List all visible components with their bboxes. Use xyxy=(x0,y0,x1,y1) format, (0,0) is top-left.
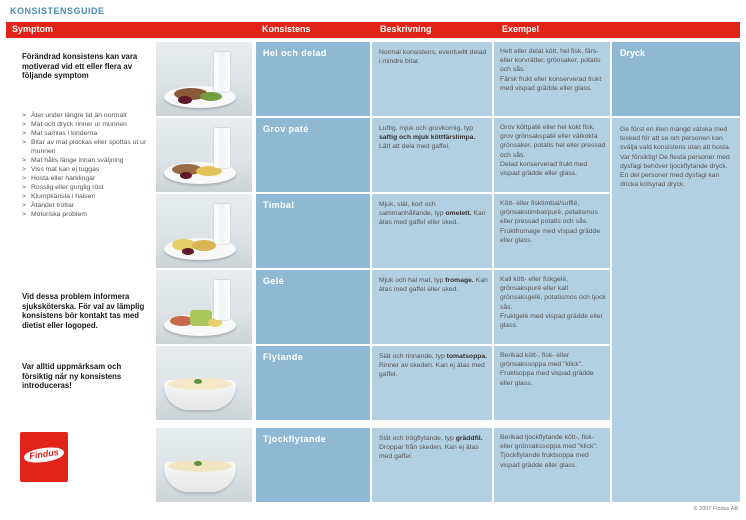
exempel-cell xyxy=(494,42,610,116)
beskrivning-cell xyxy=(372,270,492,344)
description-example: saftig och mjuk köttfärslimpa. xyxy=(379,134,476,142)
description-text: Kan ätas med gaffel eller sked. xyxy=(379,277,488,294)
example-text: Grov köttpaté eller hel kokt fisk, grov grönsakspaté eller välkokta grönsaker, potatis hel eller pressad och sås. xyxy=(500,124,606,159)
beskrivning-cell xyxy=(372,42,492,116)
symptom-item: > Hosta eller harklingar xyxy=(22,175,154,184)
findus-logo xyxy=(20,432,68,482)
symptom-item: > Motoriska problem xyxy=(22,211,154,220)
konsistens-name: Flytande xyxy=(263,352,304,362)
example-text: Fruktsoppa med vispad grädde eller glass. xyxy=(500,370,594,387)
berry-icon xyxy=(178,96,192,104)
symptom-list xyxy=(22,112,154,220)
timbal-icon xyxy=(192,240,216,251)
konsistens-name: Tjockflytande xyxy=(263,434,327,444)
symptom-item: > Mat och dryck rinner ur munnen xyxy=(22,121,154,130)
exempel-cell xyxy=(494,194,610,268)
herb-icon xyxy=(194,379,202,384)
symptom-item: > Mat samlas i kinderna xyxy=(22,130,154,139)
berry-icon xyxy=(180,172,192,179)
dryck-header xyxy=(612,42,740,116)
description-example: omelett. xyxy=(445,210,472,218)
photo-gele xyxy=(156,270,252,344)
example-text: Tjockflytande fruktsoppa med vispad grädde eller glass. xyxy=(500,452,589,469)
vegetable-icon xyxy=(200,92,222,101)
description-text: Droppar från skeden. Kan ej ätas med gaffel. xyxy=(379,444,479,461)
column-header-beskrivning: Beskrivning xyxy=(380,24,432,34)
description-text: Rinner av skeden. Kan ej ätas med gaffel. xyxy=(379,362,485,379)
photo-timbal xyxy=(156,194,252,268)
konsistens-name: Timbal xyxy=(263,200,295,210)
symptom-item: > Bitar av mat plockas eller spottas ut ur munnen xyxy=(22,139,154,157)
description-text: Kan ätas med gaffel eller sked. xyxy=(379,210,486,227)
description-text: Slät och rinnande, typ xyxy=(379,353,447,360)
description-text: Luftig, mjuk och grovkornig, typ xyxy=(379,125,474,132)
symptom-item: > Klumpkänsla i halsen xyxy=(22,193,154,202)
example-text: Berikad tjockflytande kött-, fisk- eller grönsakssoppa med "klick". xyxy=(500,434,598,451)
description-text: Lätt att dela med gaffel. xyxy=(379,143,450,151)
description-example: tomatsoppa. xyxy=(446,353,488,360)
konsistens-name: Gelé xyxy=(263,276,285,286)
example-text: Fruktgelé med vispad grädde eller glass. xyxy=(500,312,603,330)
symptom-item: > Ätandet tröttar xyxy=(22,202,154,211)
photo-hel-och-delad xyxy=(156,42,252,116)
description-text: Normal konsistens, eventuellt delad i mindre bitar. xyxy=(379,49,487,66)
symptom-note-caution: Var alltid uppmärksam och försiktig när ny konsistens introduceras! xyxy=(22,362,122,390)
copyright: © 2007 Findus AB xyxy=(693,506,738,512)
example-text: Kall kött- eller fiskgelé, grönsakspuré eller kall grönsaksgelé, potatismos och tjock sås. xyxy=(500,276,606,311)
exempel-cell xyxy=(494,270,610,344)
milk-glass-icon xyxy=(214,128,230,168)
dryck-title: Dryck xyxy=(620,48,646,58)
konsistens-cell xyxy=(256,42,370,116)
column-header-konsistens: Konsistens xyxy=(262,24,311,34)
konsistens-cell xyxy=(256,346,370,420)
page-title: KONSISTENSGUIDE xyxy=(10,6,105,16)
symptom-item: > Äter under längre tid än normalt xyxy=(22,112,154,121)
description-text: Slät och trögflytande, typ xyxy=(379,435,456,442)
column-header-bar xyxy=(6,22,740,38)
konsistens-name: Grov paté xyxy=(263,124,309,134)
symptom-note-contact: Vid dessa problem informera sjuksköterska. För val av lämplig konsistens bör kontakt tas med dietist eller logoped. xyxy=(22,292,145,330)
milk-glass-icon xyxy=(214,52,230,92)
photo-tjockflytande xyxy=(156,428,252,502)
beskrivning-cell xyxy=(372,194,492,268)
example-text: Helt eller delat kött, hel fisk, färs- eller korvrätter, grönsaker, potatis och sås. xyxy=(500,48,601,74)
column-header-symptom: Symptom xyxy=(12,24,54,34)
example-text: Berikad kött-, fisk- eller grönsakssoppa med "klick". xyxy=(500,352,584,369)
beskrivning-cell xyxy=(372,346,492,420)
example-text: Delad konserverad frukt med vispad grädde eller glass. xyxy=(500,160,588,178)
exempel-cell xyxy=(494,118,610,192)
beskrivning-cell xyxy=(372,118,492,192)
photo-flytande xyxy=(156,346,252,420)
description-example: gräddfil. xyxy=(455,435,483,442)
milk-glass-icon xyxy=(214,280,230,320)
logo-wordmark: Findus xyxy=(28,446,60,462)
exempel-cell xyxy=(494,346,610,420)
konsistens-name: Hel och delad xyxy=(263,48,327,58)
symptom-item: > Mat hålls länge innan sväljning xyxy=(22,157,154,166)
berry-icon xyxy=(182,248,194,255)
description-text: Mjuk och hal mat, typ xyxy=(379,277,446,284)
symptom-item: > Rosslig eller gurglig röst xyxy=(22,184,154,193)
description-text: Mjuk, slät, kort och sammanhållande, typ xyxy=(379,201,446,218)
herb-icon xyxy=(194,461,202,466)
dryck-text: Ge först en liten mängd vätska med tesked för att se om personen kan svälja vald konsistens utan att hosta. Var försiktig! De flesta personer med dysfagi behöver tjockflytande dryck. En del personer med dysfagi kan dricka kolsyrad dryck. xyxy=(612,118,740,502)
symptom-intro: Förändrad konsistens kan vara motiverad vid ett eller flera av följande symptom xyxy=(22,52,138,80)
example-text: Kött- eller fisktimbal/sufflé, grönsakstimbal/puré, potatismos eller pressad potatis och sås. xyxy=(500,200,598,226)
photo-grov-pate xyxy=(156,118,252,192)
column-header-exempel: Exempel xyxy=(502,24,540,34)
konsistens-cell xyxy=(256,270,370,344)
description-example: fromage. xyxy=(445,277,474,284)
milk-glass-icon xyxy=(214,204,230,244)
exempel-cell xyxy=(494,428,610,502)
example-text: Fruktfromage med vispad grädde eller glass. xyxy=(500,227,601,244)
konsistens-cell xyxy=(256,194,370,268)
beskrivning-cell xyxy=(372,428,492,502)
example-text: Färsk frukt eller konserverad frukt med vispad grädde eller glass. xyxy=(500,75,602,92)
symptom-item: > Viss mat kan ej tuggas xyxy=(22,166,154,175)
konsistens-cell xyxy=(256,118,370,192)
konsistens-cell xyxy=(256,428,370,502)
